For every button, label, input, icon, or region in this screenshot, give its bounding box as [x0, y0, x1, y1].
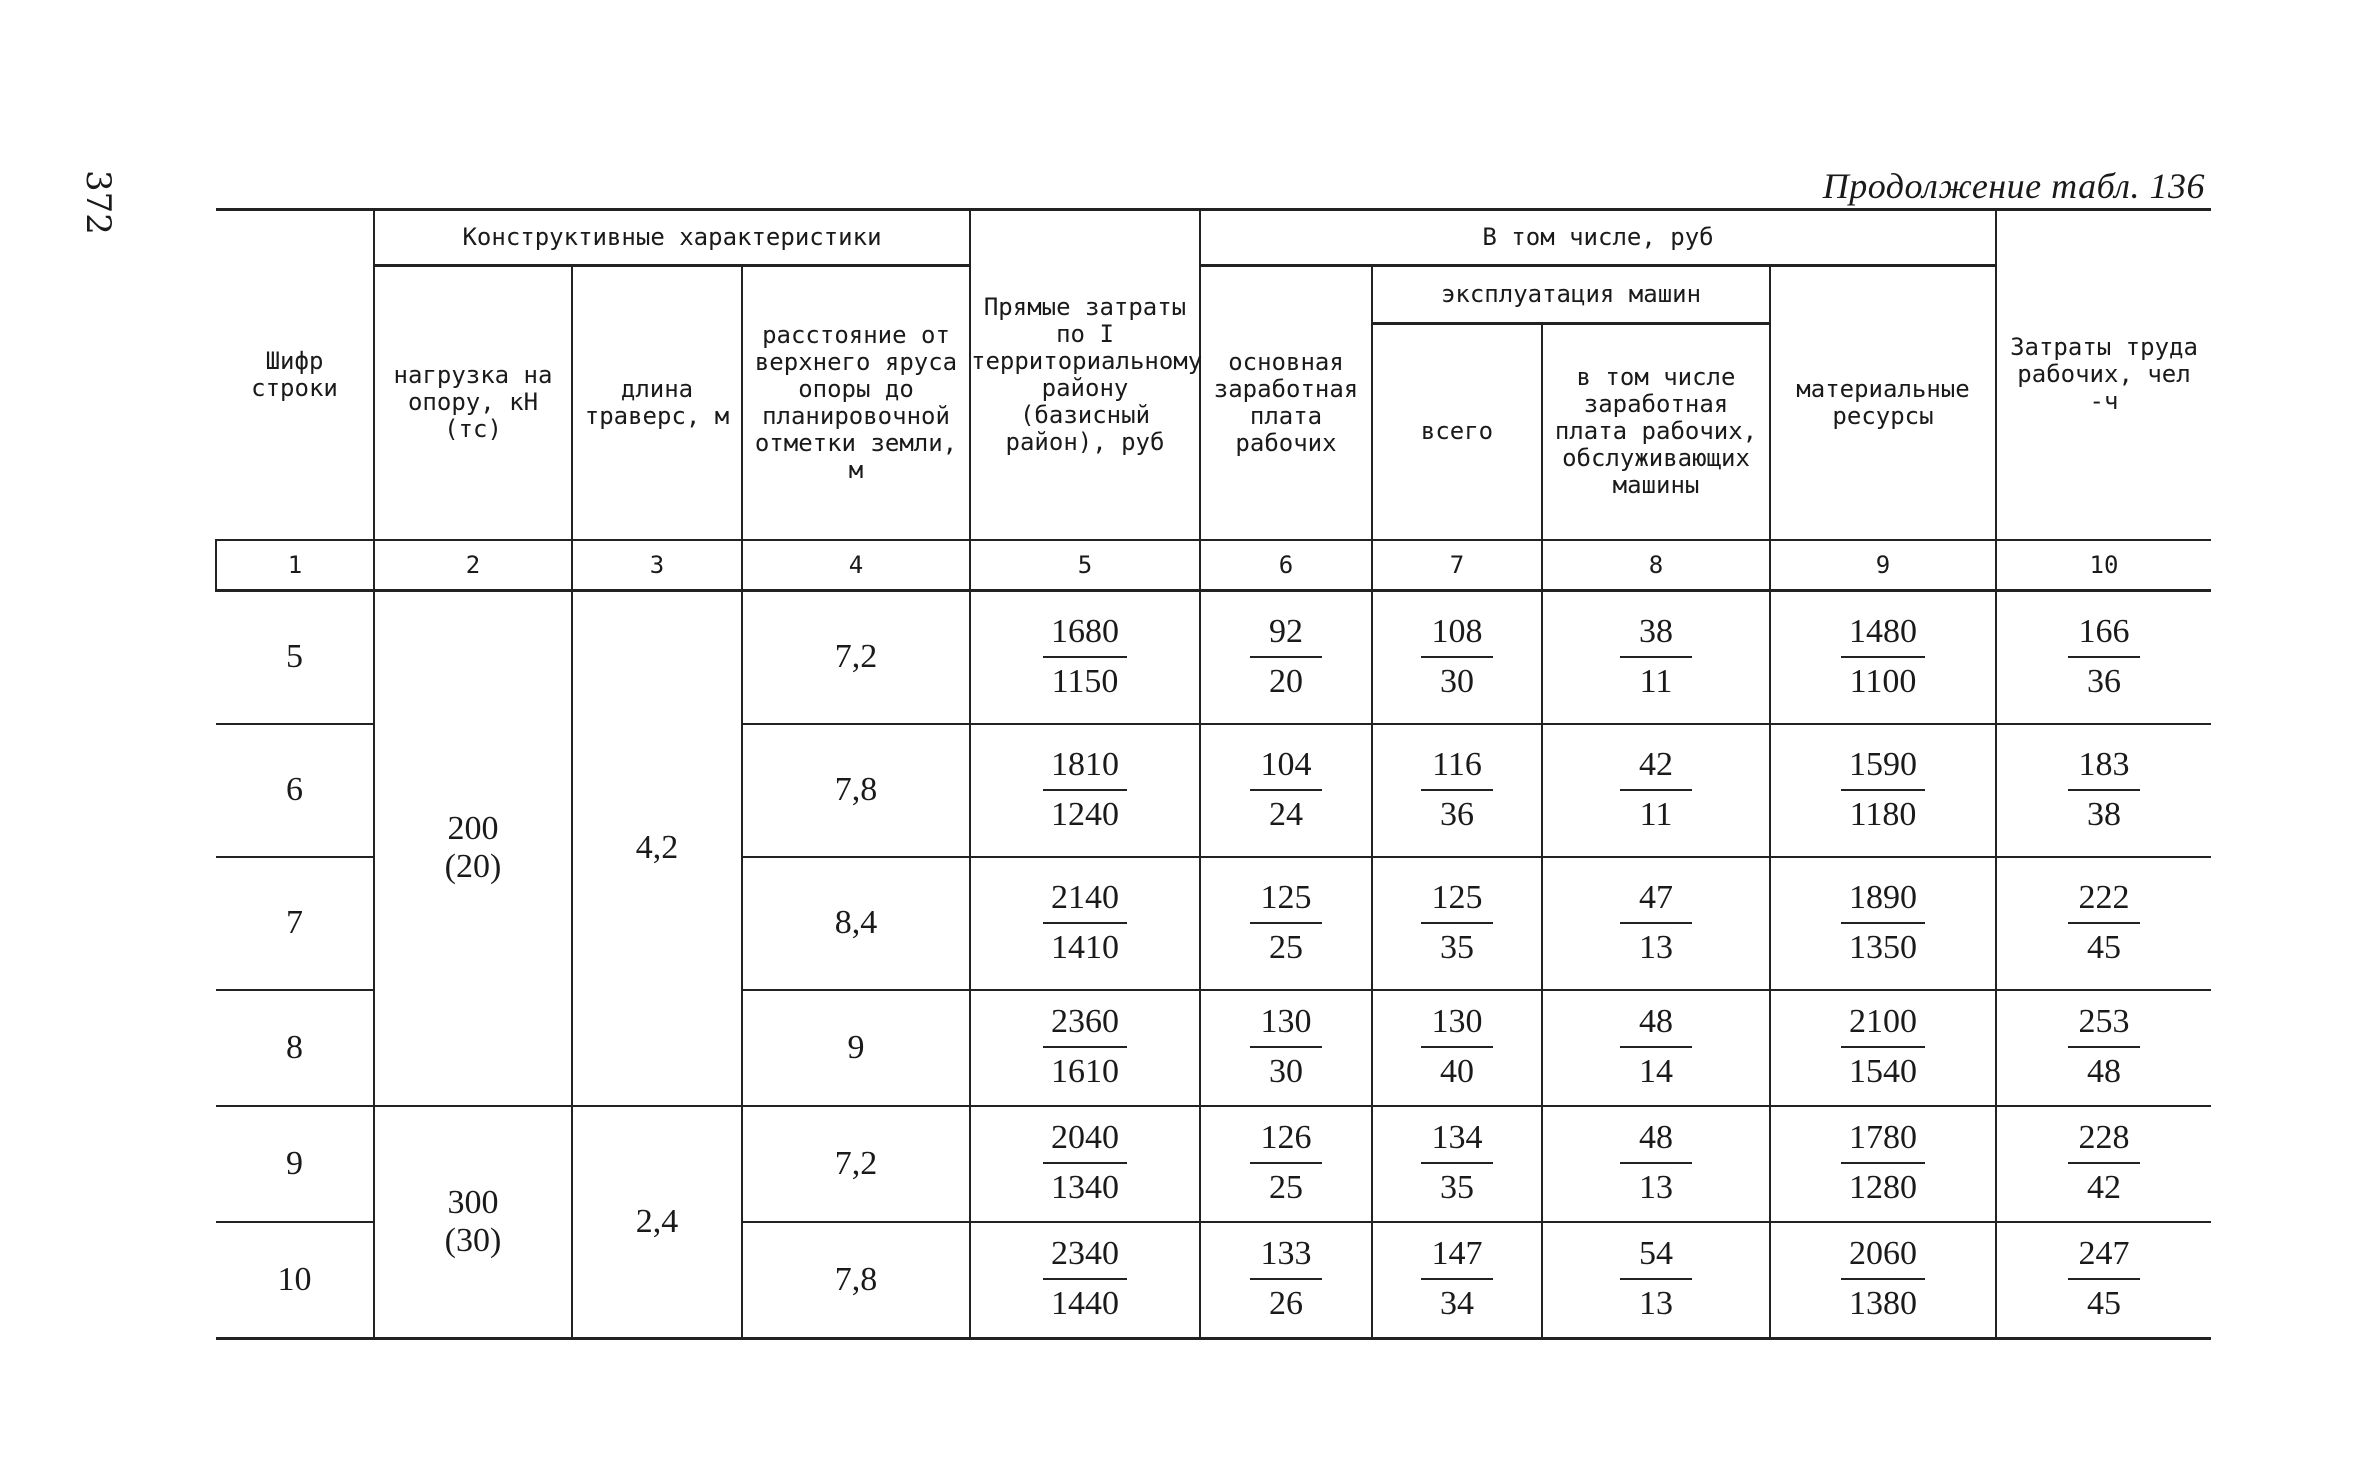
fraction-labor: $\frac{222}{45}$	[2068, 880, 2140, 966]
fraction-incl-wage: $\frac{47}{13}$	[1620, 880, 1692, 966]
header-incl-wage: в том числе заработная плата рабочих, обслуживающих машины	[1542, 324, 1770, 540]
fraction-labor: $\frac{228}{42}$	[2068, 1120, 2140, 1206]
distance-value: 8,4	[742, 857, 970, 990]
fraction-direct: $\frac{2140}{1410}$	[1043, 880, 1127, 966]
fraction-direct: $\frac{2040}{1340}$	[1043, 1120, 1127, 1206]
fraction-direct: $\frac{2360}{1610}$	[1043, 1004, 1127, 1090]
distance-value: 7,2	[742, 1106, 970, 1222]
col-number: 8	[1542, 540, 1770, 591]
load-group-2	[374, 1106, 572, 1339]
fraction-labor: $\frac{253}{48}$	[2068, 1004, 2140, 1090]
table-row	[216, 590, 2211, 724]
load-value: 300	[447, 1183, 499, 1221]
col-number: 2	[374, 540, 572, 591]
header-machine-operation: эксплуатация машин	[1372, 266, 1770, 324]
load-value-tc: (30)	[444, 1221, 502, 1259]
header-distance: расстояние от верхнего яруса опоры до планировочной отметки земли, м	[742, 266, 970, 540]
col-number: 4	[742, 540, 970, 591]
fraction-direct: $\frac{2340}{1440}$	[1043, 1236, 1127, 1322]
header-materials: материальные ресурсы	[1770, 266, 1996, 540]
distance-value: 7,8	[742, 1222, 970, 1339]
fraction-total: $\frac{116}{36}$	[1421, 747, 1493, 833]
fraction-incl-wage: $\frac{42}{11}$	[1620, 747, 1692, 833]
fraction-labor: $\frac{166}{36}$	[2068, 614, 2140, 700]
row-code: 6	[216, 724, 374, 857]
header-including: В том числе, руб	[1200, 210, 1996, 266]
fraction-total: $\frac{125}{35}$	[1421, 880, 1493, 966]
fraction-basic-wage: $\frac{126}{25}$	[1250, 1120, 1322, 1206]
fraction-incl-wage: $\frac{48}{13}$	[1620, 1120, 1692, 1206]
traverse-value: 2,4	[572, 1106, 742, 1339]
row-code: 9	[216, 1106, 374, 1222]
load-group-1	[374, 590, 572, 1106]
row-code: 8	[216, 990, 374, 1106]
col-number: 5	[970, 540, 1200, 591]
header-constructive: Конструктивные характеристики	[374, 210, 970, 266]
row-code: 10	[216, 1222, 374, 1339]
col-number: 3	[572, 540, 742, 591]
traverse-value: 4,2	[572, 590, 742, 1106]
fraction-materials: $\frac{1780}{1280}$	[1841, 1120, 1925, 1206]
fraction-incl-wage: $\frac{48}{14}$	[1620, 1004, 1692, 1090]
fraction-direct: $\frac{1680}{1150}$	[1043, 614, 1127, 700]
load-value-tc: (20)	[444, 848, 502, 885]
fraction-total: $\frac{134}{35}$	[1421, 1120, 1493, 1206]
fraction-basic-wage: $\frac{104}{24}$	[1250, 747, 1322, 833]
distance-value: 9	[742, 990, 970, 1106]
fraction-materials: $\frac{1480}{1100}$	[1841, 614, 1925, 700]
header-total: всего	[1372, 324, 1542, 540]
header-load: нагрузка на опору, кН (тс)	[374, 266, 572, 540]
col-number: 9	[1770, 540, 1996, 591]
fraction-materials: $\frac{2060}{1380}$	[1841, 1236, 1925, 1322]
row-code: 7	[216, 857, 374, 990]
header-code: Шифр строки	[216, 210, 374, 540]
fraction-basic-wage: $\frac{125}{25}$	[1250, 880, 1322, 966]
col-number: 10	[1996, 540, 2211, 591]
fraction-total: $\frac{147}{34}$	[1421, 1236, 1493, 1322]
col-number: 6	[1200, 540, 1372, 591]
fraction-incl-wage: $\frac{38}{11}$	[1620, 614, 1692, 700]
fraction-basic-wage: $\frac{92}{20}$	[1250, 614, 1322, 700]
table-row	[216, 1106, 2211, 1222]
header-traverse: длина траверс, м	[572, 266, 742, 540]
header-direct-costs: Прямые затраты по I территориальному району (базисный район), руб	[970, 210, 1200, 540]
fraction-basic-wage: $\frac{133}{26}$	[1250, 1236, 1322, 1322]
page-number: 372	[78, 170, 118, 235]
fraction-total: $\frac{108}{30}$	[1421, 614, 1493, 700]
fraction-total: $\frac{130}{40}$	[1421, 1004, 1493, 1090]
col-number: 1	[216, 540, 374, 591]
fraction-labor: $\frac{247}{45}$	[2068, 1236, 2140, 1322]
header-basic-wage: основная заработная плата рабочих	[1200, 266, 1372, 540]
header-labor: Затраты труда рабочих, чел -ч	[1996, 210, 2211, 540]
fraction-direct: $\frac{1810}{1240}$	[1043, 747, 1127, 833]
fraction-incl-wage: $\frac{54}{13}$	[1620, 1236, 1692, 1322]
col-number: 7	[1372, 540, 1542, 591]
distance-value: 7,2	[742, 590, 970, 724]
cost-table	[215, 208, 2211, 1340]
fraction-basic-wage: $\frac{130}{30}$	[1250, 1004, 1322, 1090]
fraction-materials: $\frac{1890}{1350}$	[1841, 880, 1925, 966]
load-value: 200	[447, 810, 499, 847]
row-code: 5	[216, 590, 374, 724]
distance-value: 7,8	[742, 724, 970, 857]
fraction-materials: $\frac{1590}{1180}$	[1841, 747, 1925, 833]
fraction-labor: $\frac{183}{38}$	[2068, 747, 2140, 833]
table-continuation-title: Продолжение табл. 136	[1822, 166, 2205, 206]
fraction-materials: $\frac{2100}{1540}$	[1841, 1004, 1925, 1090]
